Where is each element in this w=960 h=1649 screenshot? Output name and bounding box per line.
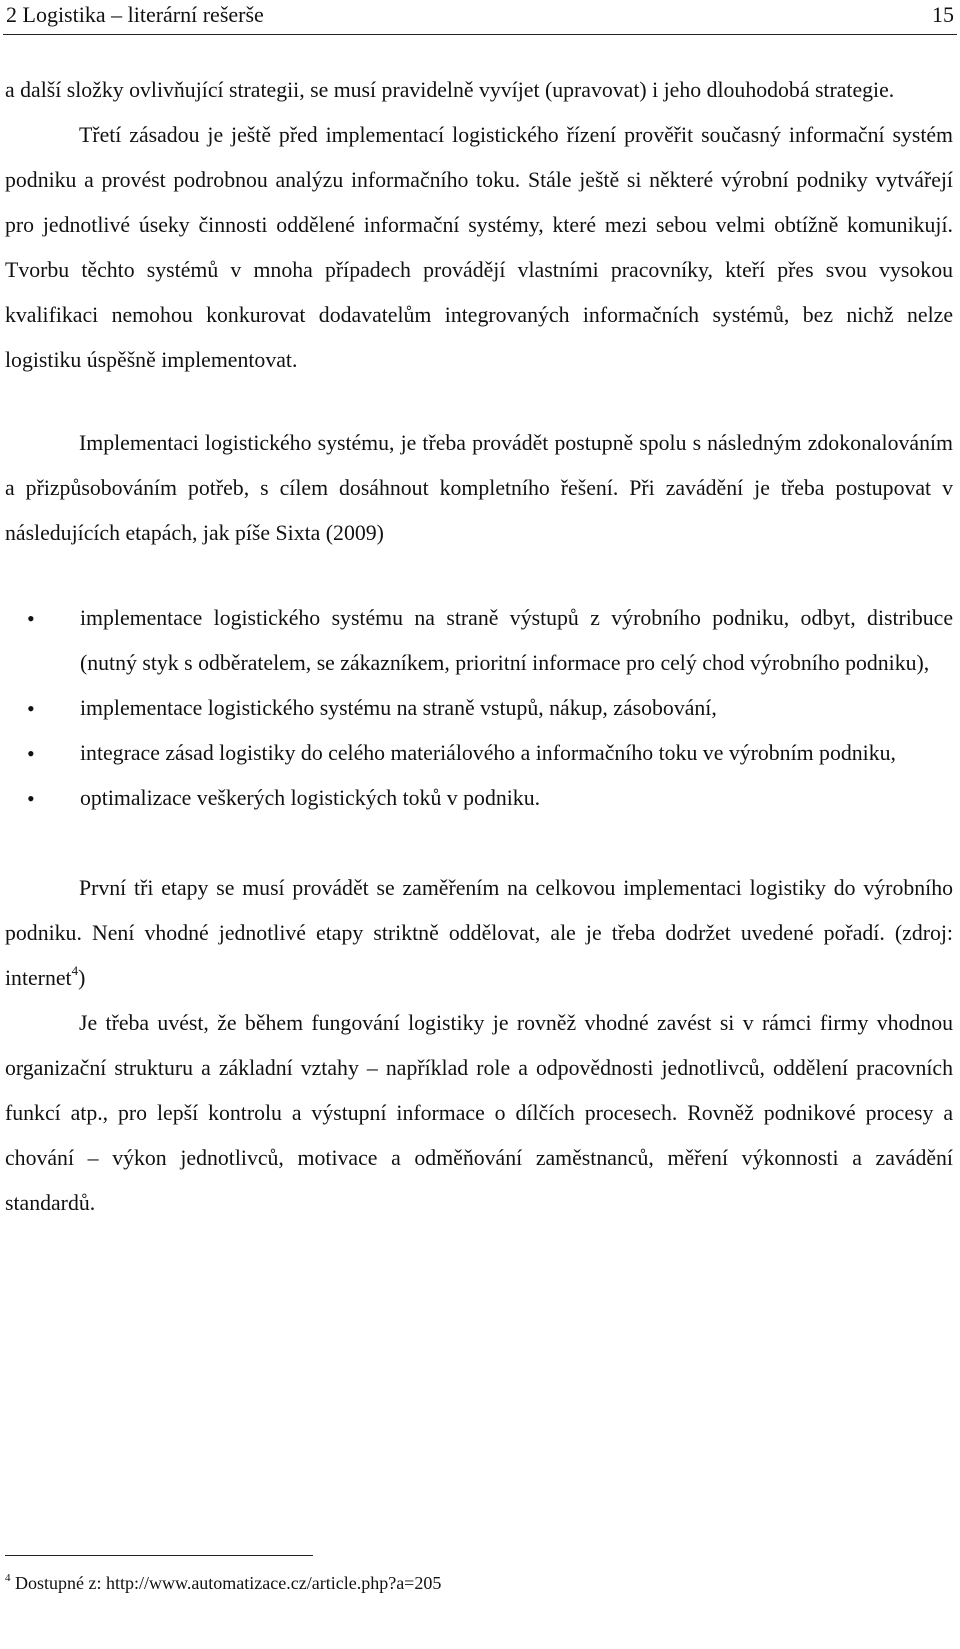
footnote-reference[interactable]: 4 — [71, 963, 79, 978]
list-item-text: optimalizace veškerých logistických toků v podniku. — [80, 786, 541, 810]
paragraph-5: Je třeba uvést, že během fungování logistiky je rovněž vhodné zavést si v rámci firmy vhodnou organizační strukturu a základní vztahy – například role a odpovědnosti jednotlivců, oddělení pracovních funkcí atp., pro lepší kontrolu a výstupní informace o dílčích procesech. Rovněž podnikové procesy a chování – výkon jednotlivců, motivace a odměňování zaměstnanců, měření výkonnosti a zavádění standardů. — [5, 1011, 953, 1215]
list-item-text: implementace logistického systému na straně výstupů z výrobního podniku, odbyt, distribuce (nutný styk s odběratelem, se zákazníkem, prioritní informace pro celý chod výrobního podniku), — [80, 606, 953, 675]
footnote-number: 4 — [5, 1572, 11, 1584]
page-header — [3, 0, 957, 35]
paragraph-4-end: ) — [78, 966, 86, 990]
footnote-separator — [5, 1555, 313, 1556]
bullet-icon: • — [27, 741, 35, 766]
page-number: 15 — [932, 2, 954, 27]
body-text — [5, 68, 953, 1226]
paragraph-4-text: První tři etapy se musí provádět se zaměřením na celkovou implementaci logistiky do výrobního podniku. Není vhodné jednotlivé etapy striktně oddělovat, ale je třeba dodržet uvedené pořadí. (zdroj: internet — [5, 876, 953, 990]
list-item — [5, 731, 953, 776]
paragraph-1: a další složky ovlivňující strategii, se musí pravidelně vyvíjet (upravovat) i jeho dlouhodobá strategie. — [5, 78, 895, 102]
bullet-icon: • — [27, 786, 35, 811]
list-item-text: implementace logistického systému na straně vstupů, nákup, zásobování, — [80, 696, 717, 720]
paragraph-3: Implementaci logistického systému, je třeba provádět postupně spolu s následným zdokonalováním a přizpůsobováním potřeb, s cílem dosáhnout kompletního řešení. Při zavádění je třeba postupovat v následujících etapách, jak píše Sixta (2009) — [5, 431, 953, 545]
etapy-list — [5, 596, 953, 821]
paragraph-2: Třetí zásadou je ještě před implementací logistického řízení prověřit současný informační systém podniku a provést podrobnou analýzu informačního toku. Stále ještě si některé výrobní podniky vytvářejí pro jednotlivé úseky činnosti oddělené informační systémy, které mezi sebou velmi obtížně komunikují. Tvorbu těchto systémů v mnoha případech provádějí vlastními pracovníky, kteří přes svou vysokou kvalifikaci nemohou konkurovat dodavatelům integrovaných informačních systémů, bez nichž nelze logistiku úspěšně implementovat. — [5, 123, 953, 372]
chapter-title: 2 Logistika – literární rešerše — [6, 2, 264, 27]
bullet-icon: • — [27, 696, 35, 721]
list-item — [5, 596, 953, 686]
bullet-icon: • — [27, 606, 35, 631]
paragraph-4 — [5, 866, 953, 1001]
list-item — [5, 686, 953, 731]
footnote — [5, 1569, 441, 1597]
list-item-text: integrace zásad logistiky do celého materiálového a informačního toku ve výrobním podniku, — [80, 741, 896, 765]
footnote-text: Dostupné z: http://www.automatizace.cz/article.php?a=205 — [10, 1573, 442, 1593]
list-item — [5, 776, 953, 821]
